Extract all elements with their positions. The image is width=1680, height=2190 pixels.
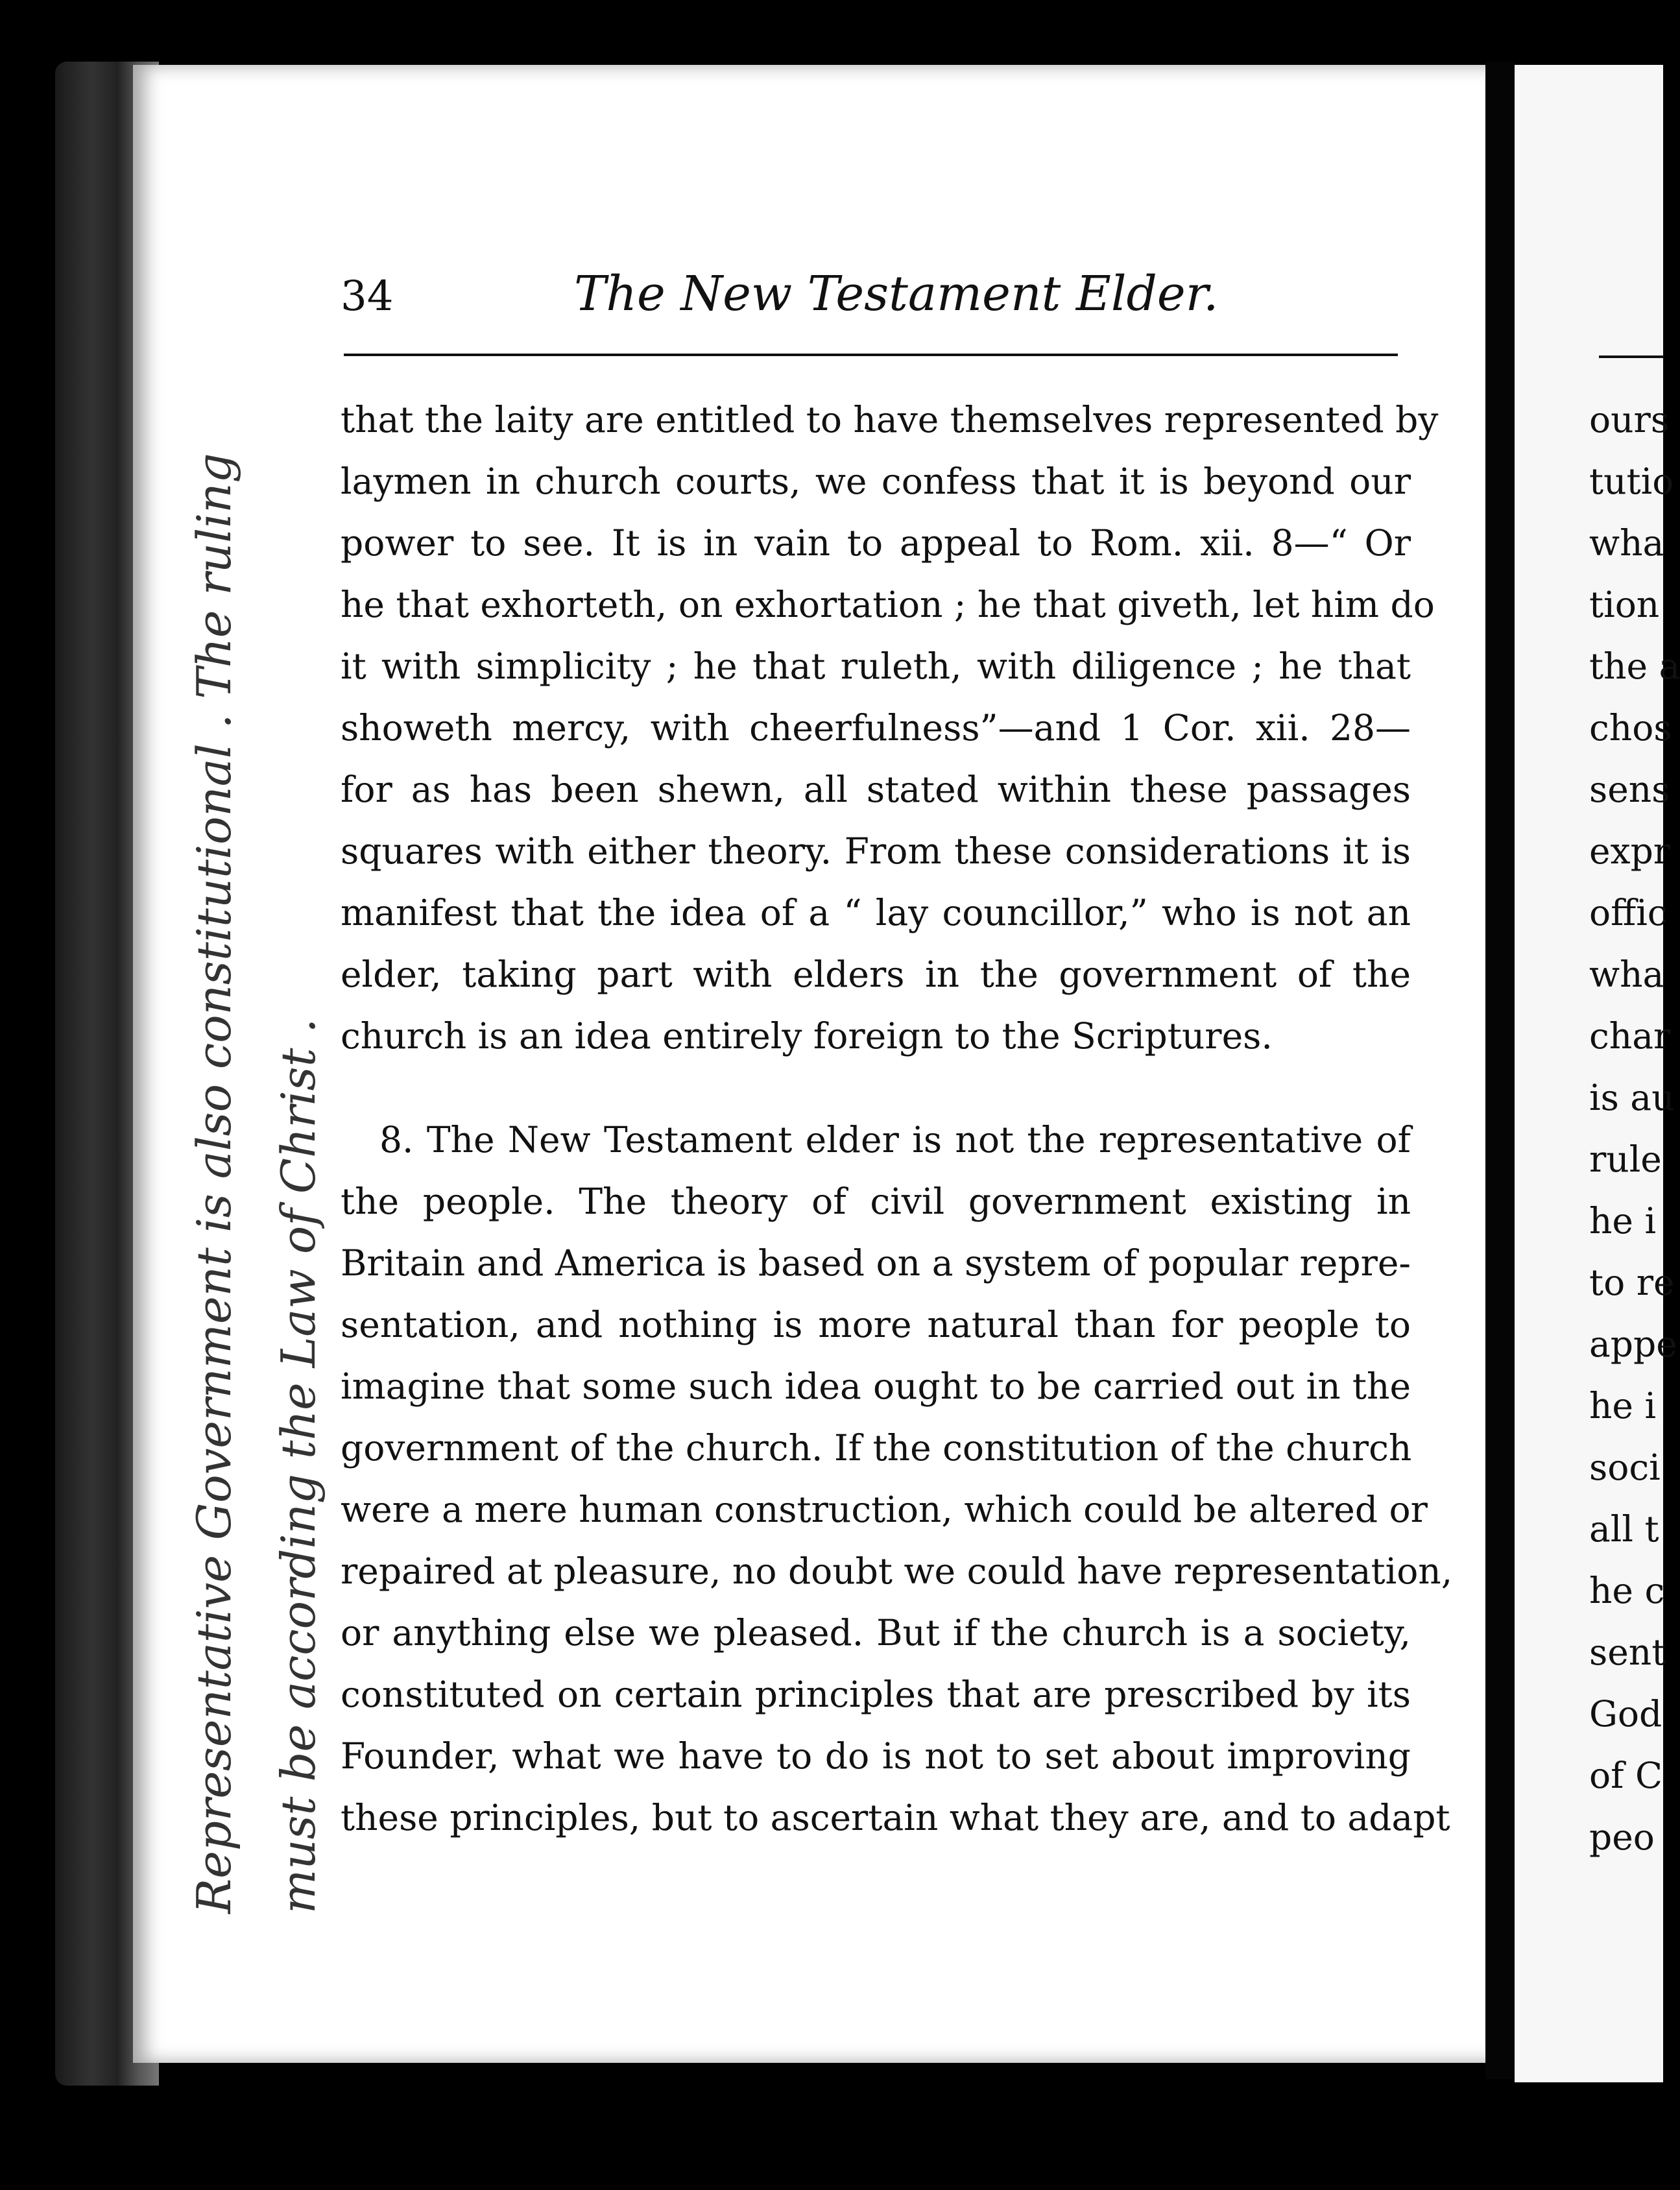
text-line: government of the church. If the constitution of the church	[341, 1427, 1412, 1469]
right-page-fragment: he c	[1589, 1570, 1665, 1611]
right-page-fragment: offic	[1589, 892, 1668, 933]
right-page-fragment: to re	[1589, 1262, 1675, 1303]
right-page-fragment: he i	[1589, 1200, 1657, 1242]
right-page-fragment: he i	[1589, 1385, 1657, 1426]
right-page-fragment: appe	[1589, 1323, 1677, 1365]
right-page-fragment: wha	[1589, 522, 1664, 564]
text-line: sentation, and nothing is more natural than for people to	[341, 1304, 1411, 1345]
right-page-fragment: ours	[1589, 399, 1670, 440]
right-page-fragment: sent	[1589, 1631, 1666, 1673]
text-line: it with simplicity ; he that ruleth, with diligence ; he that	[341, 645, 1411, 687]
text-line: or anything else we pleased. But if the church is a society,	[341, 1612, 1411, 1654]
text-line: 8. The New Testament elder is not the representative of	[379, 1119, 1411, 1161]
right-page-fragment: tutio	[1589, 461, 1674, 502]
header-rule	[344, 354, 1398, 356]
text-line: imagine that some such idea ought to be carried out in the	[341, 1366, 1411, 1407]
paragraph-1	[341, 389, 1439, 1067]
right-page-fragment: sens	[1589, 769, 1670, 810]
text-line: were a mere human construction, which could be altered or	[341, 1489, 1428, 1530]
text-line: squares with either theory. From these considerations it is	[341, 830, 1411, 872]
right-page-fragment: soci	[1589, 1447, 1661, 1488]
running-title: The New Testament Elder.	[574, 266, 1219, 322]
right-page-fragment: expr	[1589, 830, 1671, 872]
paragraph-gap	[341, 1067, 1411, 1109]
right-page-fragment: rule	[1589, 1138, 1662, 1180]
text-line: constituted on certain principles that are prescribed by its	[341, 1674, 1411, 1715]
right-page-fragment: char	[1589, 1015, 1671, 1057]
handwritten-line: must be according the Law of Christ .	[271, 1018, 326, 1914]
right-page-fragment: the a	[1589, 645, 1680, 687]
text-line: repaired at pleasure, no doubt we could have representation,	[341, 1550, 1453, 1592]
text-line: manifest that the idea of a “ lay councillor,” who is not an	[341, 892, 1411, 933]
text-line: he that exhorteth, on exhortation ; he that giveth, let him do	[341, 584, 1435, 625]
right-page-fragment: peo	[1589, 1816, 1655, 1858]
handwritten-margin-note	[172, 162, 341, 1914]
text-line: power to see. It is in vain to appeal to Rom. xii. 8—“ Or	[341, 522, 1411, 564]
page-number: 34	[341, 272, 394, 320]
right-page-fragment: all t	[1589, 1508, 1659, 1550]
text-line: showeth mercy, with cheerfulness”—and 1 Cor. xii. 28—	[341, 707, 1411, 749]
right-page-fragment: tion	[1589, 584, 1660, 625]
text-line: church is an idea entirely foreign to the Scriptures.	[341, 1015, 1273, 1057]
paragraph-2	[341, 1109, 1453, 1849]
right-page-text-fragments	[1589, 389, 1680, 1868]
text-line: the people. The theory of civil government existing in	[341, 1181, 1411, 1222]
text-line: laymen in church courts, we confess that it is beyond our	[341, 461, 1411, 502]
right-page-fragment: God	[1589, 1693, 1662, 1735]
text-line: that the laity are entitled to have themselves represented by	[341, 399, 1439, 440]
book-gutter	[1485, 62, 1515, 2079]
text-line: for as has been shewn, all stated within these passages	[341, 769, 1411, 810]
body-text	[341, 389, 1453, 1849]
right-page-fragment: of C	[1589, 1755, 1663, 1796]
page-header	[341, 247, 1404, 337]
text-line: Britain and America is based on a system of popular repre-	[341, 1242, 1411, 1284]
right-page-fragment: chos	[1589, 707, 1672, 749]
text-line: elder, taking part with elders in the government of the	[341, 954, 1411, 995]
handwritten-line: Representative Government is also constitutional . The ruling	[187, 453, 241, 1914]
right-page-header-rule	[1599, 355, 1664, 358]
right-page-fragment: wha	[1589, 954, 1664, 995]
text-line: Founder, what we have to do is not to set about improving	[341, 1735, 1411, 1777]
right-page-fragment: is au	[1589, 1077, 1675, 1118]
text-line: these principles, but to ascertain what they are, and to adapt	[341, 1797, 1450, 1838]
